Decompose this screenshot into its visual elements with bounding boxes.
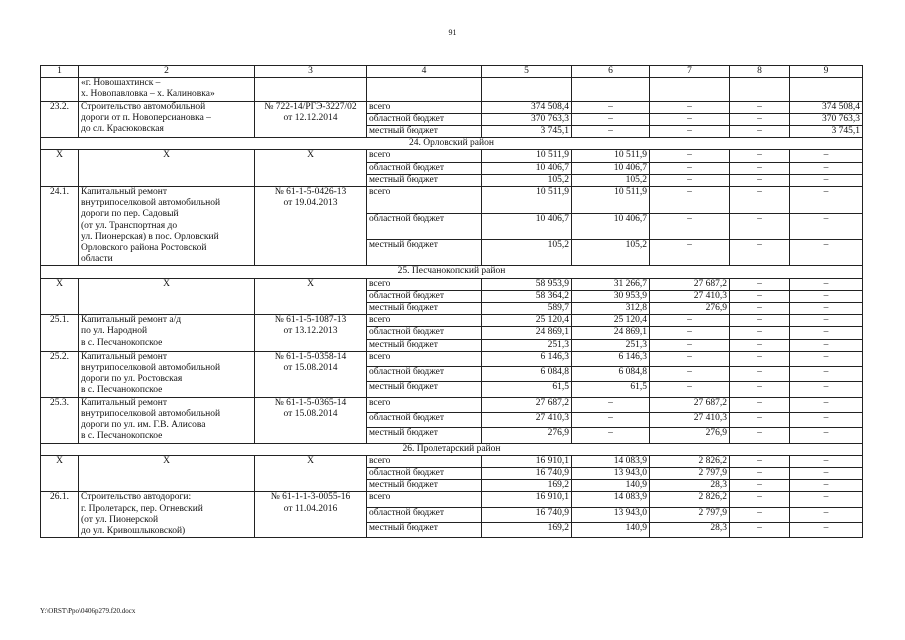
amount-cell: – bbox=[572, 101, 650, 113]
table-cell bbox=[255, 78, 367, 101]
amount-cell: – bbox=[730, 290, 790, 302]
budget-source-cell: областной бюджет bbox=[367, 113, 482, 125]
row-number-cell: 26.1. bbox=[41, 492, 79, 538]
amount-cell: – bbox=[572, 428, 650, 443]
cell-line: (от ул. Транспортная до bbox=[81, 220, 178, 231]
budget-source-cell: местный бюджет bbox=[367, 339, 482, 351]
amount-cell: 31 266,7 bbox=[572, 278, 650, 290]
budget-source-cell: местный бюджет bbox=[367, 480, 482, 492]
cell-line: Строительство автомобильной bbox=[81, 101, 206, 112]
amount-cell: – bbox=[790, 162, 863, 174]
amount-cell: – bbox=[730, 303, 790, 315]
amount-cell: – bbox=[730, 351, 790, 366]
amount-cell: – bbox=[730, 126, 790, 138]
amount-cell: 6 084,8 bbox=[572, 367, 650, 382]
object-name-cell bbox=[79, 78, 255, 101]
row-number-cell: Х bbox=[41, 150, 79, 187]
footer-file-path: Y:\ORST\Ppo\0406p279.f20.docx bbox=[40, 607, 136, 615]
amount-cell: – bbox=[730, 492, 790, 507]
amount-cell: – bbox=[650, 126, 730, 138]
table-row bbox=[41, 397, 863, 412]
amount-cell: – bbox=[790, 327, 863, 339]
amount-cell: – bbox=[790, 315, 863, 327]
amount-cell: – bbox=[790, 239, 863, 265]
column-header: 6 bbox=[572, 66, 650, 78]
budget-source-cell: местный бюджет bbox=[367, 382, 482, 397]
cell-line: дороги по ул. им. Г.В. Алисова bbox=[81, 420, 206, 431]
amount-cell: – bbox=[650, 339, 730, 351]
amount-cell: 169,2 bbox=[482, 480, 572, 492]
amount-cell: 24 869,1 bbox=[482, 327, 572, 339]
amount-cell: – bbox=[790, 339, 863, 351]
amount-cell: – bbox=[730, 367, 790, 382]
amount-cell: 30 953,9 bbox=[572, 290, 650, 302]
amount-cell: – bbox=[790, 187, 863, 213]
section-title: 26. Пролетарский район bbox=[41, 443, 863, 455]
amount-cell: – bbox=[650, 213, 730, 239]
amount-cell: – bbox=[572, 397, 650, 412]
amount-cell: 25 120,4 bbox=[572, 315, 650, 327]
cell-line: от 13.12.2013 bbox=[283, 326, 338, 337]
amount-cell: – bbox=[650, 113, 730, 125]
object-name-cell bbox=[79, 315, 255, 352]
amount-cell: 25 120,4 bbox=[482, 315, 572, 327]
budget-source-cell: областной бюджет bbox=[367, 467, 482, 479]
cell-line: «г. Новошахтинск – bbox=[81, 78, 161, 89]
object-name-cell bbox=[79, 187, 255, 266]
amount-cell: – bbox=[730, 327, 790, 339]
amount-cell: – bbox=[790, 522, 863, 537]
amount-cell: 251,3 bbox=[482, 339, 572, 351]
row-number-cell: 24.1. bbox=[41, 187, 79, 266]
amount-cell: 276,9 bbox=[650, 428, 730, 443]
cell-line: (от ул. Пионерской bbox=[81, 514, 159, 525]
amount-cell: – bbox=[650, 101, 730, 113]
budget-source-cell: областной бюджет bbox=[367, 327, 482, 339]
amount-cell: – bbox=[730, 187, 790, 213]
amount-cell: – bbox=[790, 455, 863, 467]
amount-cell: – bbox=[730, 507, 790, 522]
row-number-cell: 25.1. bbox=[41, 315, 79, 352]
amount-cell: 105,2 bbox=[572, 174, 650, 186]
table-row bbox=[41, 351, 863, 366]
amount-cell: – bbox=[730, 339, 790, 351]
amount-cell: 2 826,2 bbox=[650, 455, 730, 467]
cell-line: № 61-1-5-0426-13 bbox=[274, 187, 347, 198]
amount-cell: 27 410,3 bbox=[650, 290, 730, 302]
row-number-cell bbox=[41, 78, 79, 101]
budget-source-cell: всего bbox=[367, 397, 482, 412]
cell-line: Капитальный ремонт bbox=[81, 397, 168, 408]
amount-cell: – bbox=[790, 351, 863, 366]
amount-cell: 61,5 bbox=[572, 382, 650, 397]
cell-line: по ул. Народной bbox=[81, 326, 148, 337]
amount-cell: – bbox=[730, 278, 790, 290]
document-cell bbox=[255, 101, 367, 138]
cell-line: х. Новопавловка – х. Калиновка» bbox=[81, 89, 215, 100]
cell-line: от 19.04.2013 bbox=[283, 198, 338, 209]
cell-line: Капитальный ремонт bbox=[81, 351, 168, 362]
amount-cell: 27 687,2 bbox=[650, 397, 730, 412]
cell-line: № 722-14/РГЭ-3227/02 bbox=[264, 101, 357, 112]
amount-cell: 28,3 bbox=[650, 522, 730, 537]
budget-source-cell: всего bbox=[367, 150, 482, 162]
table-row bbox=[41, 150, 863, 162]
table-row bbox=[41, 101, 863, 113]
amount-cell: 58 953,9 bbox=[482, 278, 572, 290]
amount-cell: – bbox=[650, 315, 730, 327]
amount-cell: 105,2 bbox=[572, 239, 650, 265]
budget-source-cell: всего bbox=[367, 351, 482, 366]
cell-line: до сл. Красюковская bbox=[81, 124, 164, 135]
amount-cell: 10 406,7 bbox=[572, 213, 650, 239]
amount-cell: 10 511,9 bbox=[482, 150, 572, 162]
header-row bbox=[41, 66, 863, 78]
amount-cell: 27 687,2 bbox=[482, 397, 572, 412]
amount-cell: – bbox=[790, 492, 863, 507]
amount-cell: – bbox=[650, 150, 730, 162]
table-row bbox=[41, 492, 863, 507]
amount-cell: 140,9 bbox=[572, 522, 650, 537]
table-row bbox=[41, 78, 863, 101]
section-title-row bbox=[41, 138, 863, 150]
amount-cell: – bbox=[650, 174, 730, 186]
column-header: 7 bbox=[650, 66, 730, 78]
row-number-cell: 23.2. bbox=[41, 101, 79, 138]
cell-line: № 61-1-5-0365-14 bbox=[274, 397, 347, 408]
budget-source-cell: местный бюджет bbox=[367, 428, 482, 443]
cell-line: дороги от п. Новоперсиановка – bbox=[81, 112, 211, 123]
cell-line: дороги по ул. Ростовская bbox=[81, 374, 183, 385]
amount-cell: 370 763,3 bbox=[482, 113, 572, 125]
amount-cell: 13 943,0 bbox=[572, 467, 650, 479]
amount-cell: 27 687,2 bbox=[650, 278, 730, 290]
amount-cell: – bbox=[572, 412, 650, 427]
document-cell bbox=[255, 351, 367, 397]
amount-cell: – bbox=[730, 113, 790, 125]
amount-cell: – bbox=[730, 397, 790, 412]
budget-source-cell: всего bbox=[367, 278, 482, 290]
cell-line: области bbox=[81, 254, 113, 265]
amount-cell: 3 745,1 bbox=[790, 126, 863, 138]
amount-cell: 27 410,3 bbox=[482, 412, 572, 427]
column-header: 9 bbox=[790, 66, 863, 78]
cell-line: до ул. Кривошлыковской) bbox=[81, 525, 186, 536]
amount-cell: 2 826,2 bbox=[650, 492, 730, 507]
budget-source-cell: областной бюджет bbox=[367, 412, 482, 427]
amount-cell: – bbox=[730, 315, 790, 327]
amount-cell: – bbox=[790, 150, 863, 162]
amount-cell: – bbox=[730, 162, 790, 174]
amount-cell: – bbox=[650, 367, 730, 382]
budget-source-cell: областной бюджет bbox=[367, 290, 482, 302]
amount-cell: 251,3 bbox=[572, 339, 650, 351]
amount-cell: 312,8 bbox=[572, 303, 650, 315]
amount-cell: – bbox=[730, 455, 790, 467]
amount-cell: – bbox=[650, 327, 730, 339]
amount-cell: – bbox=[790, 467, 863, 479]
amount-cell: 374 508,4 bbox=[482, 101, 572, 113]
budget-source-cell: местный бюджет bbox=[367, 303, 482, 315]
amount-cell: 370 763,3 bbox=[790, 113, 863, 125]
amount-cell: 14 083,9 bbox=[572, 455, 650, 467]
budget-source-cell: всего bbox=[367, 187, 482, 213]
amount-cell: 2 797,9 bbox=[650, 507, 730, 522]
table-row bbox=[41, 315, 863, 327]
amount-cell: 10 406,7 bbox=[482, 162, 572, 174]
cell-line: от 15.08.2014 bbox=[283, 408, 338, 419]
budget-source-cell: местный бюджет bbox=[367, 126, 482, 138]
document-cell bbox=[255, 397, 367, 443]
table-row bbox=[41, 455, 863, 467]
table-cell bbox=[572, 78, 650, 101]
object-name-cell: Х bbox=[79, 455, 255, 492]
amount-cell: 3 745,1 bbox=[482, 126, 572, 138]
budget-source-cell: местный бюджет bbox=[367, 522, 482, 537]
amount-cell: – bbox=[650, 351, 730, 366]
cell-line: дороги по пер. Садовый bbox=[81, 209, 179, 220]
cell-line: Строительство автодороги: bbox=[81, 492, 192, 503]
column-header: 5 bbox=[482, 66, 572, 78]
amount-cell: 10 511,9 bbox=[482, 187, 572, 213]
row-number-cell: 25.2. bbox=[41, 351, 79, 397]
cell-line: в с. Песчанокопское bbox=[81, 431, 163, 442]
amount-cell: 58 364,2 bbox=[482, 290, 572, 302]
amount-cell: 10 406,7 bbox=[572, 162, 650, 174]
budget-source-cell: областной бюджет bbox=[367, 162, 482, 174]
amount-cell: 24 869,1 bbox=[572, 327, 650, 339]
amount-cell: 6 146,3 bbox=[572, 351, 650, 366]
amount-cell: 16 910,1 bbox=[482, 492, 572, 507]
object-name-cell bbox=[79, 397, 255, 443]
cell-line: Орловского района Ростовской bbox=[81, 243, 207, 254]
cell-line: внутрипоселковой автомобильной bbox=[81, 363, 221, 374]
table-cell bbox=[367, 78, 482, 101]
amount-cell: – bbox=[730, 522, 790, 537]
amount-cell: 276,9 bbox=[482, 428, 572, 443]
cell-line: от 12.12.2014 bbox=[283, 112, 338, 123]
cell-line: ул. Пионерская) в пос. Орловский bbox=[81, 231, 219, 242]
amount-cell: – bbox=[650, 162, 730, 174]
section-title-row bbox=[41, 266, 863, 278]
budget-source-cell: всего bbox=[367, 455, 482, 467]
amount-cell: 6 084,8 bbox=[482, 367, 572, 382]
amount-cell: – bbox=[790, 367, 863, 382]
column-header: 2 bbox=[79, 66, 255, 78]
cell-line: внутрипоселковой автомобильной bbox=[81, 408, 221, 419]
amount-cell: – bbox=[730, 382, 790, 397]
amount-cell: – bbox=[790, 278, 863, 290]
amount-cell: 61,5 bbox=[482, 382, 572, 397]
amount-cell: – bbox=[650, 187, 730, 213]
document-cell: Х bbox=[255, 455, 367, 492]
page-number: 91 bbox=[448, 28, 457, 37]
budget-source-cell: местный бюджет bbox=[367, 239, 482, 265]
column-header: 4 bbox=[367, 66, 482, 78]
cell-line: № 61-1-5-0358-14 bbox=[274, 351, 347, 362]
document-cell: Х bbox=[255, 278, 367, 315]
object-name-cell bbox=[79, 351, 255, 397]
section-title-row bbox=[41, 443, 863, 455]
budget-source-cell: областной бюджет bbox=[367, 213, 482, 239]
amount-cell: 276,9 bbox=[650, 303, 730, 315]
amount-cell: 2 797,9 bbox=[650, 467, 730, 479]
row-number-cell: Х bbox=[41, 455, 79, 492]
object-name-cell: Х bbox=[79, 278, 255, 315]
amount-cell: – bbox=[790, 412, 863, 427]
document-cell bbox=[255, 187, 367, 266]
amount-cell: – bbox=[650, 239, 730, 265]
amount-cell: – bbox=[790, 507, 863, 522]
table-cell bbox=[730, 78, 790, 101]
budget-source-cell: всего bbox=[367, 101, 482, 113]
table-row bbox=[41, 187, 863, 213]
amount-cell: – bbox=[790, 174, 863, 186]
budget-source-cell: всего bbox=[367, 315, 482, 327]
section-title: 24. Орловский район bbox=[41, 138, 863, 150]
amount-cell: 140,9 bbox=[572, 480, 650, 492]
section-title: 25. Песчанокопский район bbox=[41, 266, 863, 278]
amount-cell: 14 083,9 bbox=[572, 492, 650, 507]
table-cell bbox=[790, 78, 863, 101]
amount-cell: 16 740,9 bbox=[482, 467, 572, 479]
document-cell bbox=[255, 315, 367, 352]
amount-cell: – bbox=[790, 213, 863, 239]
amount-cell: – bbox=[730, 467, 790, 479]
budget-source-cell: областной бюджет bbox=[367, 507, 482, 522]
amount-cell: – bbox=[572, 126, 650, 138]
table-cell bbox=[650, 78, 730, 101]
amount-cell: – bbox=[730, 412, 790, 427]
amount-cell: 589,7 bbox=[482, 303, 572, 315]
amount-cell: 28,3 bbox=[650, 480, 730, 492]
budget-source-cell: областной бюджет bbox=[367, 367, 482, 382]
amount-cell: 105,2 bbox=[482, 239, 572, 265]
cell-line: внутрипоселковой автомобильной bbox=[81, 198, 221, 209]
column-header: 3 bbox=[255, 66, 367, 78]
amount-cell: 13 943,0 bbox=[572, 507, 650, 522]
cell-line: № 61-1-5-1087-13 bbox=[274, 315, 347, 326]
cell-line: от 11.04.2016 bbox=[283, 503, 338, 514]
table-cell bbox=[482, 78, 572, 101]
amount-cell: – bbox=[730, 480, 790, 492]
object-name-cell bbox=[79, 492, 255, 538]
amount-cell: 27 410,3 bbox=[650, 412, 730, 427]
amount-cell: – bbox=[730, 101, 790, 113]
amount-cell: – bbox=[730, 239, 790, 265]
cell-line: Капитальный ремонт bbox=[81, 187, 168, 198]
amount-cell: 16 740,9 bbox=[482, 507, 572, 522]
amount-cell: – bbox=[650, 382, 730, 397]
amount-cell: – bbox=[790, 480, 863, 492]
amount-cell: – bbox=[790, 303, 863, 315]
amount-cell: 10 406,7 bbox=[482, 213, 572, 239]
amount-cell: – bbox=[572, 113, 650, 125]
budget-source-cell: местный бюджет bbox=[367, 174, 482, 186]
amount-cell: 10 511,9 bbox=[572, 150, 650, 162]
cell-line: г. Пролетарск, пер. Огневский bbox=[81, 503, 203, 514]
column-header: 1 bbox=[41, 66, 79, 78]
object-name-cell: Х bbox=[79, 150, 255, 187]
amount-cell: 6 146,3 bbox=[482, 351, 572, 366]
amount-cell: – bbox=[730, 174, 790, 186]
amount-cell: – bbox=[790, 397, 863, 412]
amount-cell: 10 511,9 bbox=[572, 187, 650, 213]
amount-cell: – bbox=[790, 428, 863, 443]
amount-cell: – bbox=[730, 150, 790, 162]
row-number-cell: Х bbox=[41, 278, 79, 315]
document-cell: Х bbox=[255, 150, 367, 187]
amount-cell: – bbox=[730, 428, 790, 443]
amount-cell: – bbox=[730, 213, 790, 239]
cell-line: в с. Песчанокопское bbox=[81, 385, 163, 396]
amount-cell: – bbox=[790, 290, 863, 302]
column-header: 8 bbox=[730, 66, 790, 78]
row-number-cell: 25.3. bbox=[41, 397, 79, 443]
program-table bbox=[40, 65, 863, 538]
budget-source-cell: всего bbox=[367, 492, 482, 507]
cell-line: от 15.08.2014 bbox=[283, 363, 338, 374]
document-cell bbox=[255, 492, 367, 538]
amount-cell: 374 508,4 bbox=[790, 101, 863, 113]
cell-line: № 61-1-1-3-0055-16 bbox=[270, 492, 351, 503]
amount-cell: – bbox=[790, 382, 863, 397]
amount-cell: 105,2 bbox=[482, 174, 572, 186]
amount-cell: 16 910,1 bbox=[482, 455, 572, 467]
table-row bbox=[41, 278, 863, 290]
object-name-cell bbox=[79, 101, 255, 138]
cell-line: в с. Песчанокопское bbox=[81, 337, 163, 348]
amount-cell: 169,2 bbox=[482, 522, 572, 537]
cell-line: Капитальный ремонт а/д bbox=[81, 315, 182, 326]
